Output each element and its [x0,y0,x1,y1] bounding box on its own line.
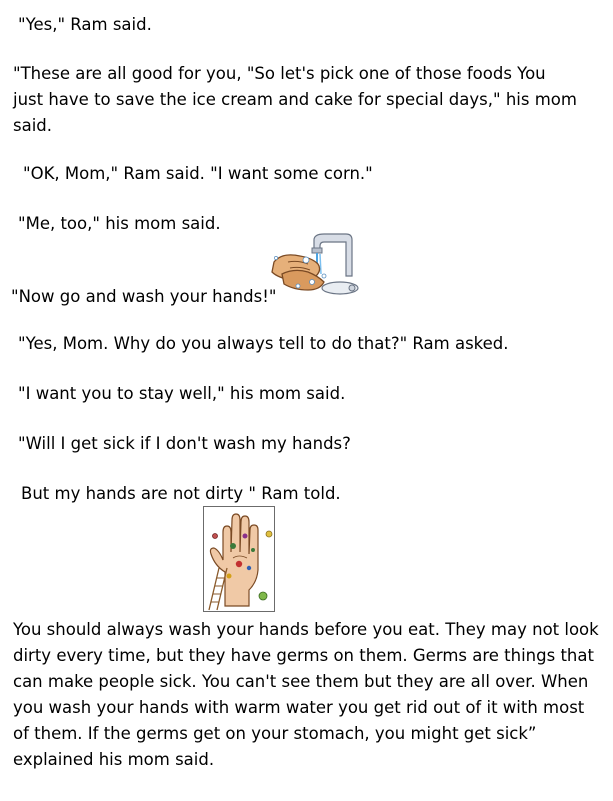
paragraph-6: "Yes, Mom. Why do you always tell to do that?" Ram asked. [18,334,509,353]
germs-on-hand-icon [203,506,275,612]
paragraph-1: "Yes," Ram said. [18,15,152,34]
paragraph-7: "I want you to stay well," his mom said. [18,384,346,403]
paragraph-5: "Now go and wash your hands!" [11,287,277,306]
paragraph-10: You should always wash your hands before you eat. They may not look dirty every time, but they have germs on them. Germs are things that can make people sick. You can't see them but they are all over. When you wash your hands with warm water you get rid out of it with most of them. If the germs get on your stomach, you might get sick” explained his mom said. [13,620,599,769]
paragraph-3: "OK, Mom," Ram said. "I want some corn." [23,164,373,183]
paragraph-8: "Will I get sick if I don't wash my hands? [18,434,351,453]
paragraph-2: "These are all good for you, "So let's pick one of those foods You just have to save the ice cream and cake for special days," his mom said. [13,64,577,135]
paragraph-4: "Me, too," his mom said. [18,214,221,233]
hand-washing-under-faucet-icon [268,232,364,304]
paragraph-9: But my hands are not dirty " Ram told. [21,484,341,503]
